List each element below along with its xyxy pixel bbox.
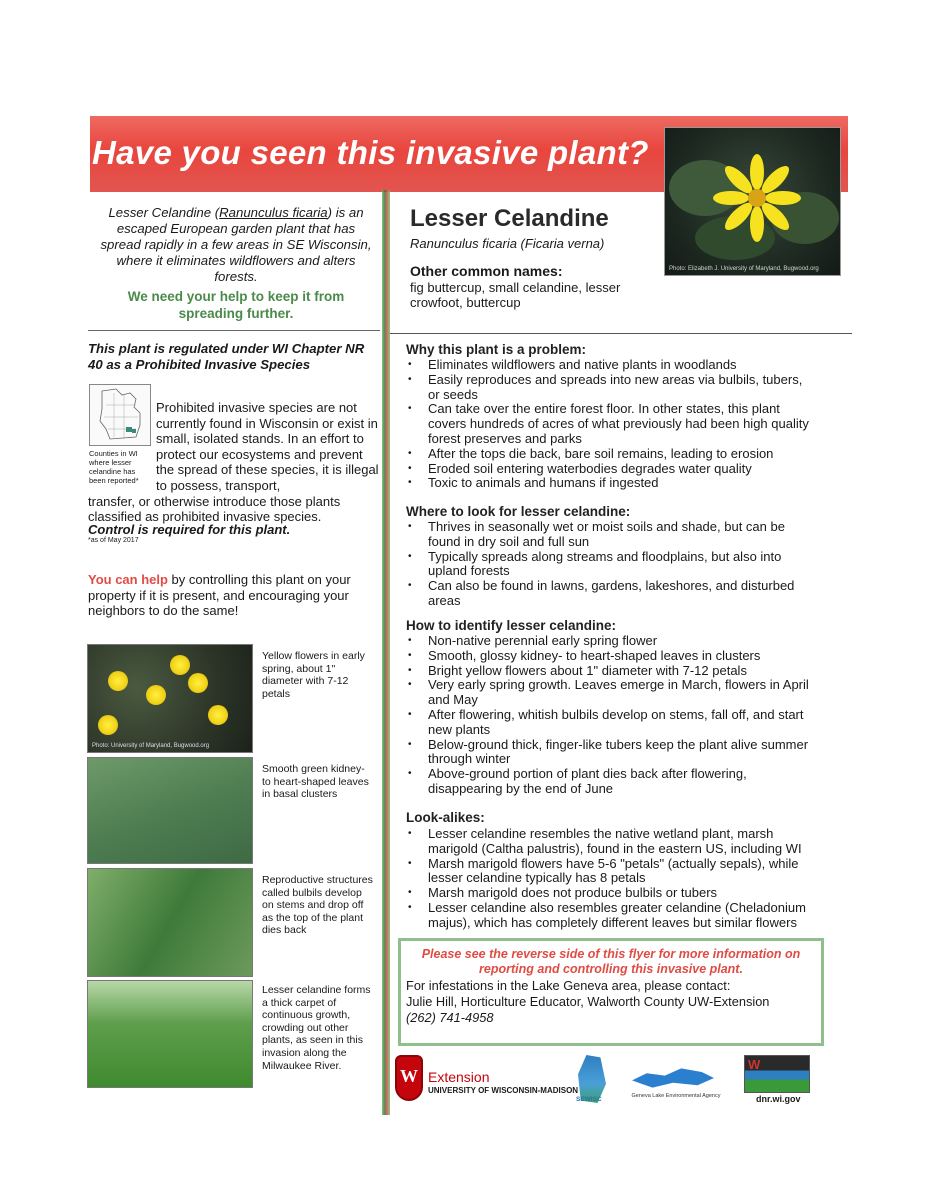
extension-logo-text: Extension (428, 1069, 490, 1085)
flower-image (665, 128, 841, 276)
list-item: • Very early spring growth. Leaves emerge in March, flowers in April and May (406, 678, 816, 708)
contact-info (406, 978, 820, 1026)
list-item: • Easily reproduces and spreads into new areas via bulbils, tubers, or seeds (406, 373, 816, 403)
thumb-carpet (87, 980, 253, 1088)
uw-extension-shield-icon: W (395, 1055, 423, 1101)
list-item: • Bright yellow flowers about 1" diameter with 7-12 petals (406, 664, 816, 679)
list-item: • Lesser celandine resembles the native wetland plant, marsh marigold (Caltha palustris), found in the eastern US, including WI (406, 827, 816, 857)
list-item: • Can take over the entire forest floor. In other states, this plant covers hundreds of acres of what previously had been high quality forest preserves and parks (406, 402, 816, 446)
thumb-leaves (87, 757, 253, 864)
section-heading-lookalikes: Look-alikes: (406, 810, 485, 825)
list-where (406, 520, 816, 609)
contact-line: For infestations in the Lake Geneva area, please contact: (406, 978, 731, 993)
list-item: • Lesser celandine also resembles greater celandine (Cheladonium majus), which has completely different leaves but similar flowers (406, 901, 816, 931)
as-of-note: *as of May 2017 (88, 537, 139, 544)
scientific-name: Ranunculus ficaria (219, 205, 328, 220)
regulation-title: This plant is regulated under WI Chapter NR 40 as a Prohibited Invasive Species (88, 341, 365, 372)
list-item: • Marsh marigold flowers have 5-6 "petals" (actually sepals), while lesser celandine typically has 8 petals (406, 857, 816, 887)
lesser-celandine-photo (664, 127, 841, 276)
section-heading-identify: How to identify lesser celandine: (406, 618, 617, 633)
intro-paragraph: Lesser Celandine (Ranunculus ficaria) is an escaped European garden plant that has spread rapidly in a few areas in SE Wisconsin, where it eliminates wildflowers and alters forests. (100, 205, 372, 284)
left-rule (88, 330, 380, 331)
flower-dot (146, 685, 166, 705)
contact-name: Julie Hill, Horticulture Educator, Walworth County UW-Extension (406, 994, 770, 1009)
sewisc-text: SEWISC (576, 1096, 602, 1103)
list-item: • Eliminates wildflowers and native plants in woodlands (406, 358, 816, 373)
list-item: • Toxic to animals and humans if ingested (406, 476, 816, 491)
thumb-flowers (87, 644, 253, 753)
thumb-caption-leaves: Smooth green kidney- to heart-shaped leaves in basal clusters (262, 763, 369, 801)
control-required: Control is required for this plant. (88, 522, 291, 537)
list-item: • Non-native perennial early spring flower (406, 634, 816, 649)
list-item: • Smooth, glossy kidney- to heart-shaped leaves in clusters (406, 649, 816, 664)
list-item: • Marsh marigold does not produce bulbils or tubers (406, 886, 816, 901)
species-title: Lesser Celandine (410, 205, 609, 232)
list-item: • After the tops die back, bare soil remains, leading to erosion (406, 447, 816, 462)
flower-dot (208, 705, 228, 725)
reverse-side-note: Please see the reverse side of this flyer for more information on reporting and controlling this invasive plant. (421, 947, 801, 976)
list-item: • Eroded soil entering waterbodies degrades water quality (406, 462, 816, 477)
thumb-caption-carpet: Lesser celandine forms a thick carpet of continuous growth, crowding out other plants, as seen in this invasion along the Milwaukee River. (262, 984, 371, 1072)
banner-title: Have you seen this invasive plant? (92, 134, 649, 171)
list-lookalikes (406, 827, 816, 931)
list-problem (406, 358, 816, 491)
species-scientific: Ranunculus ficaria (Ficaria verna) (410, 236, 605, 251)
contact-phone: (262) 741-4958 (406, 1010, 494, 1025)
thumb-caption-flowers: Yellow flowers in early spring, about 1" diameter with 7-12 petals (262, 650, 365, 700)
dnr-website: dnr.wi.gov (756, 1094, 801, 1104)
you-can-help: You can help by controlling this plant on your property if it is present, and encouraging your neighbors to do the same! (88, 572, 351, 619)
flower-dot (108, 671, 128, 691)
right-rule (390, 333, 852, 334)
thumb-caption-bulbils: Reproductive structures called bulbils develop on stems and drop off as the top of the plant dies back (262, 874, 373, 937)
list-item: • After flowering, whitish bulbils develop on stems, fall off, and start new plants (406, 708, 816, 738)
section-heading-problem: Why this plant is a problem: (406, 342, 587, 357)
flower-dot (188, 673, 208, 693)
section-heading-where: Where to look for lesser celandine: (406, 504, 631, 519)
list-item: • Can also be found in lawns, gardens, lakeshores, and disturbed areas (406, 579, 816, 609)
thumb-credit: Photo: University of Maryland, Bugwood.org (92, 743, 210, 749)
list-identify (406, 634, 816, 797)
uw-madison-text: UNIVERSITY OF WISCONSIN-MADISON (428, 1086, 579, 1095)
list-item: • Typically spreads along streams and floodplains, but also into upland forests (406, 550, 816, 580)
thumb-bulbils (87, 868, 253, 977)
list-item: • Below-ground thick, finger-like tubers keep the plant alive summer through winter (406, 738, 816, 768)
other-names-heading: Other common names: (410, 263, 563, 279)
photo-credit: Photo: Elizabeth J. University of Maryland, Bugwood.org (669, 266, 819, 272)
list-item: • Thrives in seasonally wet or moist soils and shade, but can be found in dry soil and full sun (406, 520, 816, 550)
geneva-lake-logo-icon (632, 1066, 714, 1090)
dnr-logo-icon: W (744, 1055, 810, 1093)
list-item: • Above-ground portion of plant dies back after flowering, disappearing by the end of June (406, 767, 816, 797)
map-caption: Counties in WI where lesser celandine has been reported* (89, 449, 139, 485)
other-names: fig buttercup, small celandine, lesser crowfoot, buttercup (410, 280, 621, 310)
column-divider (382, 190, 390, 1115)
flower-dot (170, 655, 190, 675)
flower-dot (98, 715, 118, 735)
regulation-body: Prohibited invasive species are not currently found in Wisconsin or exist in small, isolated stands. In an effort to protect our ecosystems and prevent the spread of these species, it is illegal to possess, transport, transfer, or otherwise introduce those plants classified as prohibited invasive species. (88, 400, 379, 525)
help-callout: We need your help to keep it from spreading further. (127, 289, 345, 321)
geneva-lake-text: Geneva Lake Environmental Agency (631, 1093, 721, 1099)
